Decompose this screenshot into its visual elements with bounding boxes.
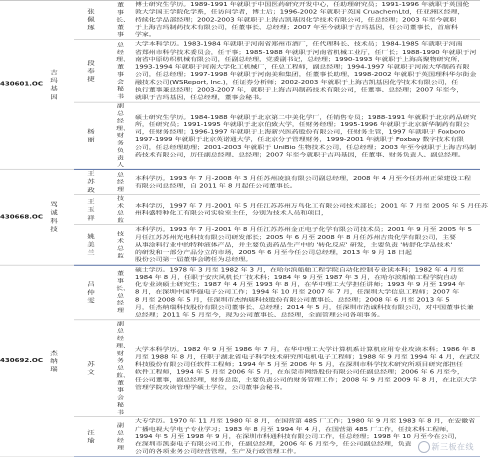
person-name: 张佩琢 (87, 8, 96, 32)
stock-code-cell: 430692.OC (0, 265, 34, 457)
position-title: 技术总监 (117, 230, 124, 259)
resume-cell (132, 225, 480, 265)
position-cell (109, 265, 132, 320)
person-name: 段奉捷 (87, 59, 96, 83)
resume-line: 总经理；2011 年 5 月至今，现为公司董事长、总经理，全面管理公司各项事务。 (135, 312, 384, 318)
resume-cell (132, 195, 488, 225)
person-name-cell (74, 195, 109, 225)
position-cell (109, 102, 132, 169)
resume-line: 学家。 (135, 31, 156, 38)
resume-line: 公司，任总经理助理；2001-2003 年就职于 UniBio 生物技术公司，任总经理；2003 年至今就职于上海吉玛制 (135, 144, 476, 151)
position-title: 董事长、总经理 (116, 271, 130, 314)
person-name-cell (74, 265, 109, 320)
stock-code-cell: 430668.OC (0, 169, 34, 264)
resume-line: 有限公司总经理，自 2011 年 8 月起任公司董事长。 (135, 182, 297, 189)
position-title: 副总经理 (117, 422, 124, 451)
person-name: 苏文 (87, 360, 96, 376)
resume-line: 1993-1994 年就职于河南大学化工机械厂，任总工程师，副总经理；1994-1997 年就职于河南大华制药有限 (135, 64, 470, 71)
resume-cell (132, 169, 480, 194)
person-name: 汪瑜 (87, 429, 96, 444)
person-name-cell (74, 417, 109, 457)
resume-line: 就职于吉玛基因，任总经理，董事会秘书。 (135, 94, 266, 101)
person-name-cell (74, 102, 109, 169)
watermark-logo-icon (418, 441, 430, 453)
resume-line: 管理学院攻读管理学硕士学位，公司董事会秘书。 (135, 384, 287, 391)
table-row (0, 169, 480, 194)
resume-line: 在深圳市凯泰电子有限公司工作，任副总经理，2006 年 6 月至今，任公司副总经理，负责 (135, 441, 412, 448)
resume-line: 广播电视大学电子专业学习；1983 年 8 月至 1994 年 4 月，在国营第 485 厂工作，任技术科工程师， (135, 426, 453, 432)
resume-line: 公司，任总经理；1997-1998 年就职于河南美和集团，任董事长助理，1998-2002 年就职于英国理科华尔街金 (135, 71, 477, 78)
position-cell (109, 225, 132, 265)
resume-line: 大学本科学历。1982 年 9 月至 1986 年 7 月，在华中理工大学计算机系计算机应用专业攻读本科；1986 年 8 (135, 346, 476, 353)
resume-line: 南省中原纺织机械有限公司，任副总经理，党委副书记，总经理；1990-1993 年就职于上海高聚物研究所， (135, 56, 465, 63)
company-name: 杰纳瑞 (50, 349, 58, 373)
resume-line: 司，任财务经理；1996-1997 年就职于上海新兴医药股份有限公司，任财务主管，1997 年就职于 Foxboro (135, 129, 466, 135)
resume-line: 于上海吉玛制药技术有限公司，任董事长、总经理；2007 年至今就职于吉玛基因，任公司董事长，首席科 (135, 24, 458, 31)
resume-cell (132, 0, 480, 40)
resume-line: 敦大学国王学院化学系，任访问学者，博士后；1996-2002 年就职于英国 CruachemLtd，任亚洲区经理， (135, 9, 465, 15)
person-name-cell (74, 169, 109, 194)
resume-line: 8 月，在深圳中国华强电子公司工作；1994 年 10 月至 2007 年 7 月，任深圳大学信息工程师；2007 年 (135, 289, 460, 296)
watermark (418, 441, 475, 453)
resume-line: 执行董事兼总经理；2003-2007 年，就职于上海吉玛制药技术有限公司，任董事、总经理；2007 年至今， (135, 86, 464, 93)
resume-line: 任公司董事，副总经理，财务总监，主要负责公司的财务管理工作；2008 年 9 月至 2009 年 8 月，在北京大学 (135, 376, 477, 383)
person-name-cell (74, 320, 109, 417)
resume-line: 股份公司第一届董事会聘任为总经理。 (135, 256, 253, 263)
company-name: 吉玛基因 (50, 69, 58, 101)
position-title: 技术总监 (117, 195, 124, 224)
resume-line: 1984 年 8 月，任职于安庆风机长厂技术科；1984 年 9 月至 1987 年 3 月，在哈尔滨船舶工程学院自动 (135, 274, 457, 281)
table-row (0, 0, 480, 40)
person-name: 杨丽 (87, 128, 96, 144)
position-cell (109, 195, 132, 225)
resume-line: 州科盛特种化工有限公司实验室主任，分别为技术人员和项目， (135, 210, 328, 217)
resume-cell (132, 320, 480, 417)
resume-line: 本科学历，1997 年 7 月-2001 年 5 月任江苏苏州万鸟化工有限公司技术部长；2001 年 7 月至 2005 年 5 月任苏 (135, 202, 488, 209)
resume-line: 软件工程师，1994 年 5 月至 2006 年 5 月，在东莞市网络股份有限公司任副总经理；2006 年 6 月至今， (135, 369, 464, 375)
resume-line: 月任江苏苏州光电科技有限公司研发部长；2005 年 6 月至 2008 年 8 月任苏州吉贵化学有限公司，主要 (135, 234, 457, 241)
resume-cell (132, 40, 480, 103)
resume-line: 化专业读硕士研究生；1987 年 4 月至 1993 年 8 月，在华中理工大学担任讲师；1993 年 9 月至 1994 年 (135, 281, 466, 288)
position-title: 总经理 (117, 171, 124, 193)
resume-line: 融技术公司(WSReport, Inc.)，任证券分析师；2002-2003 年就职于上海吉凯基因化学技术有限公司，任 (135, 79, 459, 86)
resume-cell (132, 265, 480, 320)
person-name: 吕仲雯 (87, 280, 96, 304)
resume-line: 的研发和一部分产品分立的市场，2005 年 6 月至今任公司总经理，2013 年 9 月 18 日起 (135, 249, 412, 256)
person-name-cell (74, 225, 109, 265)
resume-line: 8 月至 2008 年 5 月，任深圳市杰纳瑞科技股份有限公司董事长、总经理；2008 年 6 月至 2013 年 5 (135, 296, 450, 303)
resume-line: 本科学历。1993 年 7 月-2001 年 8 月任江苏苏州金正电子化学有限公司技术员；2001 年 9 月至 2005 年 5 (135, 226, 472, 233)
position-cell (109, 417, 132, 457)
person-name: 王苏政 (87, 170, 96, 194)
resume-line: 月，任杰纳瑞科技股份有限公司董事长、总经理；2014 年 5 月，任深圳市浩诚科技有限公司，对中国董事长兼 (135, 304, 474, 311)
resume-cell (132, 102, 480, 169)
resume-line: 省郑州市科学技术委员会，任干事；1985-1988 年就职于河南省机械工业厅，任厂长；1988-1990 年就职于河 (135, 49, 477, 55)
resume-line: 科技股份有限公司任软件工程师；1994 年 5 月至 2006 年 5 月，在深圳市科学技术研究所项目研究部担任 (135, 361, 463, 368)
company-name: 骂诚科技 (50, 201, 58, 233)
resume-line: 本科学历。1993 年 7 月-2008 年 3 月任苏州凌浪有限公司副总经理，2008 年 4 月至今任苏州正荣建设工程 (135, 175, 472, 182)
watermark-text: 新三板在线 (431, 442, 474, 452)
resume-line: 1994 年 5 月至 1998 年 9 月，在深圳市科通科技有限公司工作，任总经理；1998 年 10 月至今在公司， (135, 433, 462, 440)
position-title: 副总经理、财务负责人 (116, 103, 130, 169)
position-cell (109, 169, 132, 194)
position-cell (109, 320, 132, 417)
person-name-cell (74, 40, 109, 103)
resume-line: 大专学历。1970 年 11 月至 1980 年 8 月，在国营第 485 厂工作；1980 年 9 月至 1983 年 8 月，在安徽省 (135, 418, 476, 425)
resume-line: 从事涂料行业中的特种液体产品，并主要负责药品生产中的 '转化反应' 研发，主要负责 '转舒化学品技术' (135, 241, 453, 248)
position-title: 总经理、董事会秘书 (116, 42, 130, 100)
resume-line: 所，任研究员；1991-1995 年就职于北京伯致大学，任财务经理；1995-1996 年就职于北京新华制药有限公 (135, 121, 470, 128)
position-title: 副总经理、财务总监、董事会秘书 (116, 321, 130, 416)
resume-line: 持续化学品部经理；2002-2003 年就职于上海吉凯基因化学技术有限公司，任总经理；2003 年至今就职 (135, 16, 457, 23)
position-cell (109, 40, 132, 103)
resume-line: 药技术有限公司，历任副总经理、总经理；2007 年至今就职于吉玛基因，任董事、财务负责人、副总经理。 (135, 151, 465, 158)
resume-line: 大学本科学历。1983-1984 年就职于河南省郑州市酒厂，任代理科长、技术员；1984-1985 年就职于河南 (135, 41, 463, 48)
resume-line: 硕士研究生学历。1984-1988 年就职于北京第二中美化学厂，任销售专员；1988-1991 年就职于北京药品研究 (135, 113, 477, 120)
person-name: 姚美兰 (87, 233, 96, 257)
person-name-cell (74, 0, 109, 40)
person-name: 王玉祥 (87, 198, 96, 222)
position-cell (109, 0, 132, 40)
resume-line: 硕士学历。1978 年 3 月至 1982 年 3 月，在哈尔滨船舶工程学院自动化控制专业读本科；1982 年 4 月至 (135, 266, 464, 273)
resume-line: 博士研究生学历。1989-1991 年就职于中国医药研究开发中心，任助理研究员；1991-1996 年就职于英国伦 (135, 1, 470, 8)
resume-line: 1997-1999 年就职于北京英诺通大学，任北京分子管理财务，1999-2001 年就职于 Foxbay 数字技术有限 (135, 136, 464, 143)
table-row (0, 265, 480, 320)
resume-line: 月至 1988 年 8 月，任职于湖北省电子科学技术研究所电机电子工程师；1988 年 9 月至 1994 年 4 月，在武汉 (135, 353, 480, 360)
stock-code-cell: 430601.OC (0, 0, 34, 169)
resume-line: 公司的各项业务公司经营管理，生产及行政管理工作。 (135, 448, 301, 455)
position-title: 董事长、董事 (116, 1, 130, 38)
